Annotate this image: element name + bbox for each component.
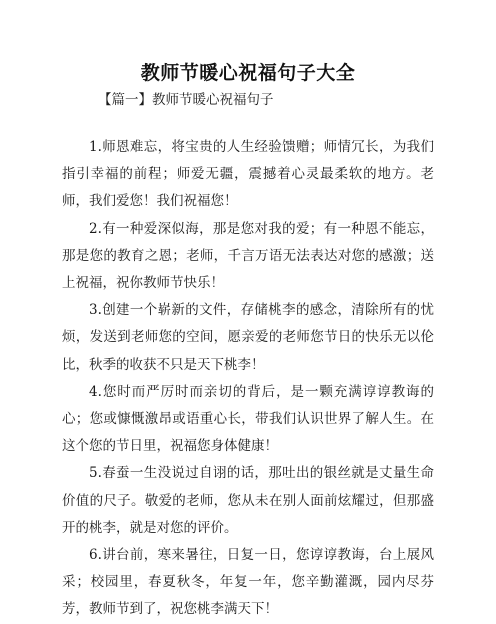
paragraph-5: 5.春蚕一生没说过自诩的话，那吐出的银丝就是丈量生命价值的尺子。敬爱的老师，您从未在别人面前炫耀过，但那盛开的桃李，就是对您的评价。 bbox=[62, 465, 434, 536]
paragraph-3: 3.创建一个崭新的文件，存储桃李的感念，清除所有的忧烦，发送到老师您的空间，愿亲爱的老师您节日的快乐无以伦比，秋季的收获不只是天下桃李！ bbox=[62, 302, 434, 373]
paragraph-1: 1.师恩难忘，将宝贵的人生经验馈赠；师情冗长，为我们指引幸福的前程；师爱无疆，震撼着心灵最柔软的地方。老师，我们爱您！我们祝福您！ bbox=[62, 139, 434, 210]
paragraph-2: 2.有一种爱深似海，那是您对我的爱；有一种恩不能忘，那是您的教育之恩；老师，千言万语无法表达对您的感激；送上祝福，祝你教师节快乐！ bbox=[62, 220, 434, 292]
paragraph-list bbox=[62, 134, 434, 624]
document-title: 教师节暖心祝福句子大全 bbox=[140, 62, 356, 84]
paragraph-6: 6.讲台前，寒来暑往，日复一日，您谆谆教诲，台上展风采；校园里，春夏秋冬，年复一年，您辛勤灌溉，园内尽芬芳，教师节到了，祝您桃李满天下！ bbox=[62, 547, 434, 618]
section-heading: 【篇一】教师节暖心祝福句子 bbox=[98, 92, 274, 108]
paragraph-4: 4.您时而严厉时而亲切的背后，是一颗充满谆谆教诲的心；您或慷慨激昂或语重心长，带我们认识世界了解人生。在这个您的节日里，祝福您身体健康！ bbox=[62, 383, 434, 455]
